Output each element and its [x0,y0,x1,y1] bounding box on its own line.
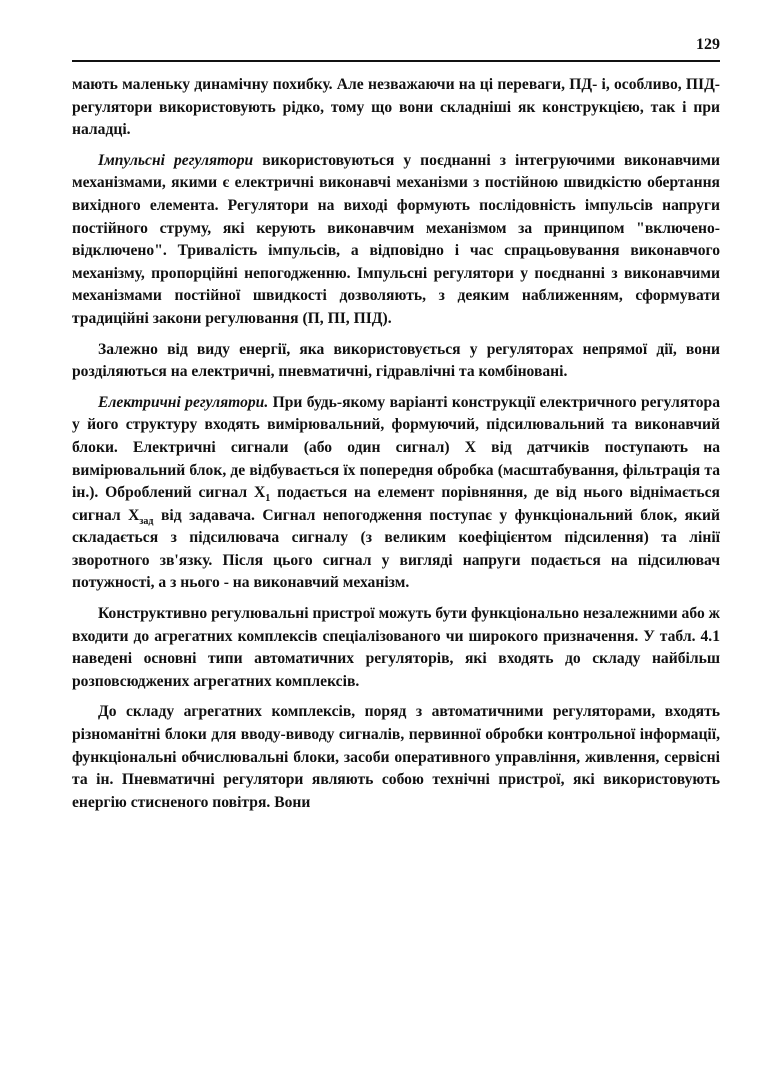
paragraph-pulse-regulators [72,150,720,331]
paragraph-complex-composition [72,701,720,814]
paragraph-aggregate-complexes [72,603,720,693]
paragraph-energy-types [72,339,720,384]
subscript-1: 1 [265,493,271,505]
page-header [72,36,720,62]
paragraph-electric-regulators [72,392,720,595]
book-page [72,36,720,822]
paragraph-text: подається на елемент порівняння, де від нього віднімається сигнал X [72,484,720,524]
lead-term-electric-regulators: Електричні регулятори. [98,393,269,411]
subscript-zad: зад [139,515,154,527]
paragraph-text: До складу агрегатних комплексів, поряд з автоматичними регуляторами, входять різноманітні блоки для вводу-виводу сигналів, первинної обробки контрольної інформації, функціональні обчислювальні блоки, засоби оперативного управління, живлення, сервісні та ін. Пневматичні регулятори являють собою технічні пристрої, які використовують енергію стисненого повітря. Вони [72,703,720,811]
paragraph-text: від задавача. Сигнал непогодження поступає у функціональний блок, який складається з підсилювача сигналу (з великим коефіцієнтом підсилення) та лінії зворотного зв'язку. Після цього сигнал у вигляді напруги подається на підсилювач потужності, а з нього - на виконавчий механізм. [72,506,720,592]
paragraph-text: Залежно від виду енергії, яка використовується у регуляторах непрямої дії, вони розділяються на електричні, пневматичні, гідравлічні та комбіновані. [72,340,720,381]
paragraph-text: При будь-якому варіанті конструкції електричного регулятора у його структуру входять вимірювальний, формуючий, підсилювальний та виконавчий блоки. Електричні сигнали (або один сигнал) X від датчиків поступають на вимірювальний блок, де відбувається їх попередня обробка (масштабування, фільтрація та ін.). Оброблений сигнал X [72,393,720,502]
header-rule [72,60,720,62]
lead-term-pulse-regulators: Імпульсні регулятори [98,151,254,169]
paragraph-text: мають маленьку динамічну похибку. Але незважаючи на ці переваги, ПД- і, особливо, ПІД-регулятори використовують рідко, тому що вони складніші як конструкцією, так і при наладці. [72,76,720,139]
paragraph-text: використовуються у поєднанні з інтегруючими виконавчими механізмами, якими є електричні виконавчі механізми з постійною швидкістю обертання вихідного елемента. Регулятори на виході формують послідовність імпульсів напруги постійного струму, які керують виконавчим механізмом за принципом "включено-відключено". Тривалість імпульсів, а відповідно і час спрацьовування виконавчого механізму, пропорційні непогодженню. Імпульсні регулятори у поєднанні з виконавчими механізмами постійної швидкості дозволяють, з деяким наближенням, сформувати традиційні закони регулювання (П, ПІ, ПІД). [72,151,720,327]
paragraph-text: Конструктивно регулювальні пристрої можуть бути функціонально незалежними або ж входити до агрегатних комплексів спеціалізованого чи широкого призначення. У табл. 4.1 наведені основні типи автоматичних регуляторів, які входять до складу найбільш розповсюджених агрегатних комплексів. [72,605,720,690]
body-text [72,74,720,814]
page-number: 129 [696,36,720,53]
paragraph-continuation [72,74,720,142]
